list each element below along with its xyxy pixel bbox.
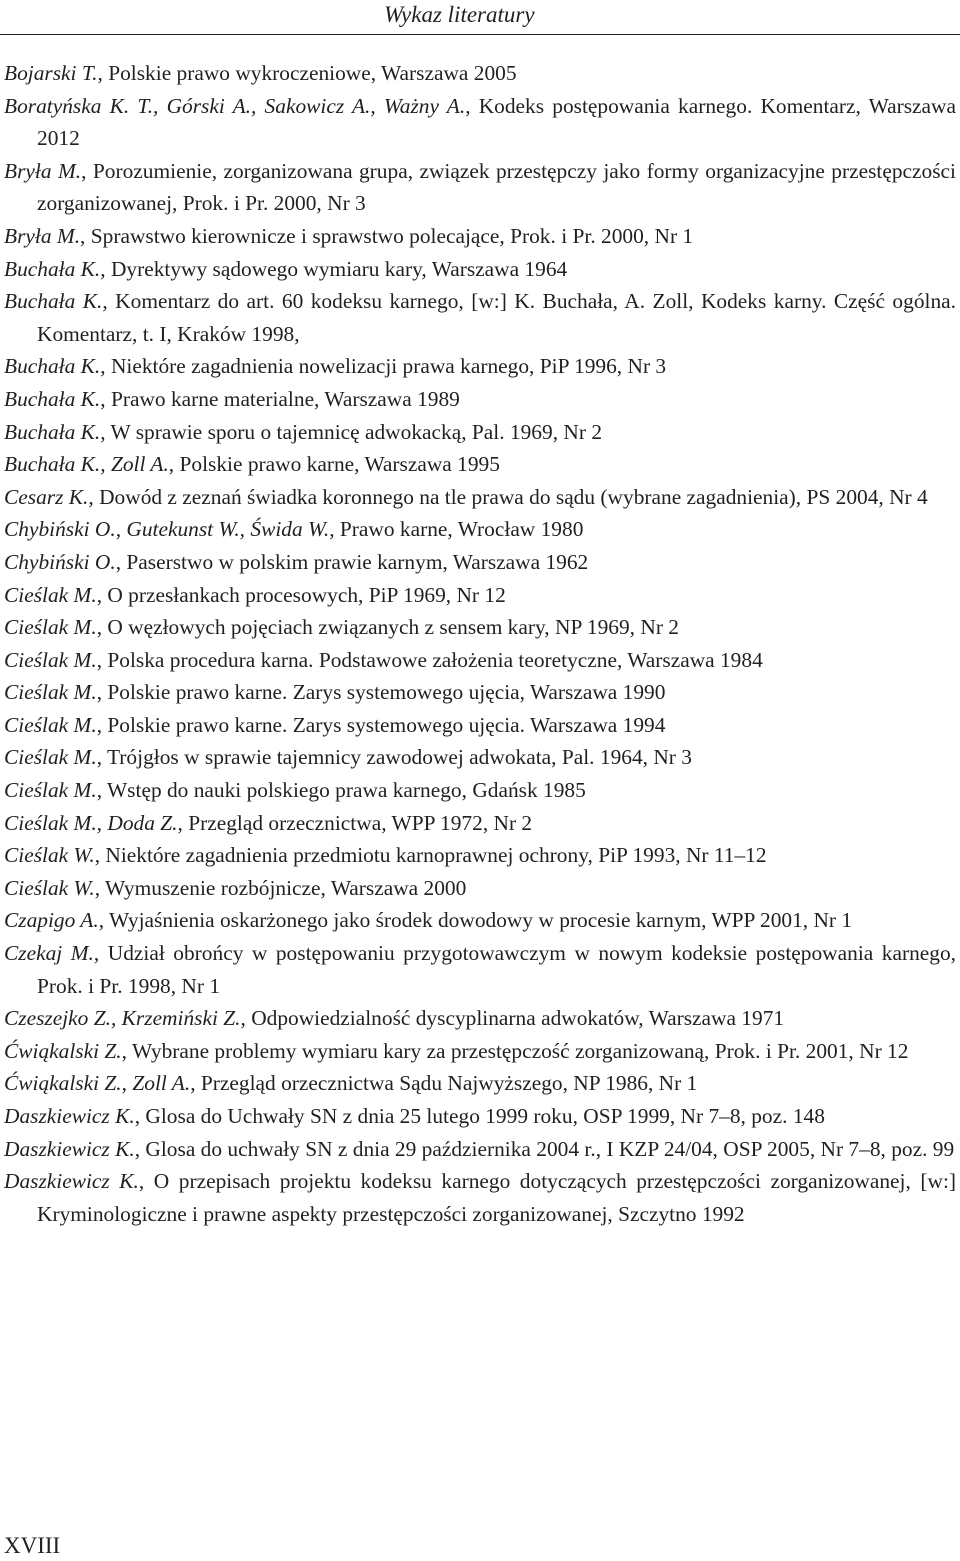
bibliography-list bbox=[4, 57, 956, 1230]
bibliography-entry: Czekaj M., Udział obrońcy w postępowaniu przygotowawczym w nowym kodeksie postępowania karnego, Prok. i Pr. 1998, Nr 1 bbox=[4, 941, 957, 998]
entry-authors: Buchała K. bbox=[4, 256, 101, 281]
bibliography-entry: Buchała K., Komentarz do art. 60 kodeksu karnego, [w:] K. Buchała, A. Zoll, Kodeks karny. Część ogólna. Komentarz, t. I, Kraków 1998, bbox=[4, 289, 956, 346]
entry-authors: Buchała K. bbox=[4, 289, 103, 314]
bibliography-entry: Chybiński O., Paserstwo w polskim prawie karnym, Warszawa 1962 bbox=[4, 549, 589, 574]
bibliography-entry: Buchała K., W sprawie sporu o tajemnicę adwokacką, Pal. 1969, Nr 2 bbox=[4, 419, 603, 444]
entry-authors: Czeszejko Z., Krzemiński Z. bbox=[4, 1006, 241, 1031]
bibliography-entry: Cieślak M., Polska procedura karna. Podstawowe założenia teoretyczne, Warszawa 1984 bbox=[4, 647, 763, 672]
bibliography-entry: Bryła M., Porozumienie, zorganizowana grupa, związek przestępczy jako formy organizacyjne przestępczości zorganizowanej, Prok. i Pr. 2000, Nr 3 bbox=[4, 158, 956, 216]
bibliography-entry: Boratyńska K. T., Górski A., Sakowicz A., Ważny A., Kodeks postępowania karnego. Komentarz, Warszawa 2012 bbox=[4, 93, 956, 151]
page-number: XVIII bbox=[4, 1533, 61, 1558]
bibliography-entry: Daszkiewicz K., O przepisach projektu kodeksu karnego dotyczących przestępczości zorganizowanej, [w:] Kryminologiczne i prawne aspekty przestępczości zorganizowanej, Szczytno 1992 bbox=[4, 1169, 957, 1226]
entry-authors: Buchała K. bbox=[4, 386, 101, 411]
entry-authors: Czekaj M. bbox=[4, 941, 94, 966]
bibliography-entry: Cieślak M., Polskie prawo karne. Zarys systemowego ujęcia, Warszawa 1990 bbox=[4, 680, 666, 705]
bibliography-entry: Buchała K., Dyrektywy sądowego wymiaru kary, Warszawa 1964 bbox=[4, 256, 568, 281]
bibliography-entry: Buchała K., Niektóre zagadnienia nowelizacji prawa karnego, PiP 1996, Nr 3 bbox=[4, 354, 667, 379]
entry-authors: Buchała K. bbox=[4, 419, 101, 444]
bibliography-entry: Bojarski T., Polskie prawo wykroczeniowe, Warszawa 2005 bbox=[4, 61, 517, 85]
bibliography-entry: Buchała K., Prawo karne materialne, Warszawa 1989 bbox=[4, 386, 460, 411]
entry-authors: Bryła M. bbox=[4, 158, 82, 183]
bibliography-entry: Ćwiąkalski Z., Zoll A., Przegląd orzecznictwa Sądu Najwyższego, NP 1986, Nr 1 bbox=[4, 1071, 698, 1096]
entry-authors: Cieślak W. bbox=[4, 843, 95, 868]
running-head: Wykaz literatury bbox=[384, 2, 535, 27]
bibliography-entry: Czeszejko Z., Krzemiński Z., Odpowiedzialność dyscyplinarna adwokatów, Warszawa 1971 bbox=[4, 1006, 785, 1031]
bibliography-entry: Cieślak M., Polskie prawo karne. Zarys systemowego ujęcia. Warszawa 1994 bbox=[4, 712, 666, 737]
bibliography-entry: Ćwiąkalski Z., Wybrane problemy wymiaru kary za przestępczość zorganizowaną, Prok. i Pr. 2001, Nr 12 bbox=[4, 1038, 909, 1063]
bibliography-entry: Cieślak M., Doda Z., Przegląd orzecznictwa, WPP 1972, Nr 2 bbox=[4, 810, 533, 835]
entry-authors: Bryła M. bbox=[4, 223, 81, 248]
bibliography-entry: Cesarz K., Dowód z zeznań świadka koronnego na tle prawa do sądu (wybrane zagadnienia), PS 2004, Nr 4 bbox=[4, 484, 928, 509]
entry-authors: Buchała K., Zoll A. bbox=[4, 452, 169, 477]
entry-authors: Cieślak W. bbox=[4, 875, 95, 900]
bibliography-entry: Bryła M., Sprawstwo kierownicze i sprawstwo polecające, Prok. i Pr. 2000, Nr 1 bbox=[4, 223, 694, 248]
bibliography-entry: Czapigo A., Wyjaśnienia oskarżonego jako środek dowodowy w procesie karnym, WPP 2001, Nr 1 bbox=[4, 908, 853, 933]
entry-authors: Bojarski T. bbox=[4, 61, 98, 85]
entry-authors: Cieślak M. bbox=[4, 778, 97, 803]
entry-authors: Ćwiąkalski Z. bbox=[4, 1038, 122, 1063]
bibliography-entry: Cieślak M., Trójgłos w sprawie tajemnicy zawodowej adwokata, Pal. 1964, Nr 3 bbox=[4, 745, 692, 770]
entry-authors: Cesarz K. bbox=[4, 484, 89, 509]
entry-authors: Cieślak M. bbox=[4, 582, 97, 607]
entry-authors: Buchała K. bbox=[4, 354, 101, 379]
bibliography-entry: Cieślak W., Niektóre zagadnienia przedmiotu karnoprawnej ochrony, PiP 1993, Nr 11–12 bbox=[4, 843, 767, 868]
bibliography-entry: Cieślak M., O węzłowych pojęciach związanych z sensem kary, NP 1969, Nr 2 bbox=[4, 615, 679, 640]
bibliography-entry: Cieślak W., Wymuszenie rozbójnicze, Warszawa 2000 bbox=[4, 875, 467, 900]
entry-authors: Cieślak M., Doda Z. bbox=[4, 810, 178, 835]
entry-authors: Daszkiewicz K. bbox=[4, 1136, 135, 1161]
header-rule bbox=[0, 34, 960, 35]
entry-authors: Cieślak M. bbox=[4, 647, 97, 672]
bibliography-entry: Cieślak M., Wstęp do nauki polskiego prawa karnego, Gdańsk 1985 bbox=[4, 778, 586, 803]
entry-authors: Chybiński O. bbox=[4, 549, 116, 574]
entry-authors: Cieślak M. bbox=[4, 680, 97, 705]
bibliography-entry: Daszkiewicz K., Glosa do Uchwały SN z dnia 25 lutego 1999 roku, OSP 1999, Nr 7–8, poz. 148 bbox=[4, 1104, 825, 1128]
entry-authors: Daszkiewicz K. bbox=[4, 1104, 135, 1128]
entry-authors: Ćwiąkalski Z., Zoll A. bbox=[4, 1071, 191, 1096]
entry-authors: Boratyńska K. T., Górski A., Sakowicz A., Ważny A. bbox=[4, 93, 466, 118]
bibliography-entry: Daszkiewicz K., Glosa do uchwały SN z dnia 29 października 2004 r., I KZP 24/04, OSP 2005, Nr 7–8, poz. 99 bbox=[4, 1136, 955, 1161]
entry-authors: Daszkiewicz K. bbox=[4, 1169, 139, 1194]
entry-authors: Cieślak M. bbox=[4, 712, 97, 737]
entry-authors: Czapigo A. bbox=[4, 908, 99, 933]
bibliography-entry: Cieślak M., O przesłankach procesowych, PiP 1969, Nr 12 bbox=[4, 582, 506, 607]
entry-authors: Chybiński O., Gutekunst W., Świda W. bbox=[4, 517, 330, 542]
bibliography-entry: Buchała K., Zoll A., Polskie prawo karne, Warszawa 1995 bbox=[4, 452, 500, 477]
entry-authors: Cieślak M. bbox=[4, 745, 97, 770]
entry-authors: Cieślak M. bbox=[4, 615, 97, 640]
bibliography-entry: Chybiński O., Gutekunst W., Świda W., Prawo karne, Wrocław 1980 bbox=[4, 517, 584, 542]
